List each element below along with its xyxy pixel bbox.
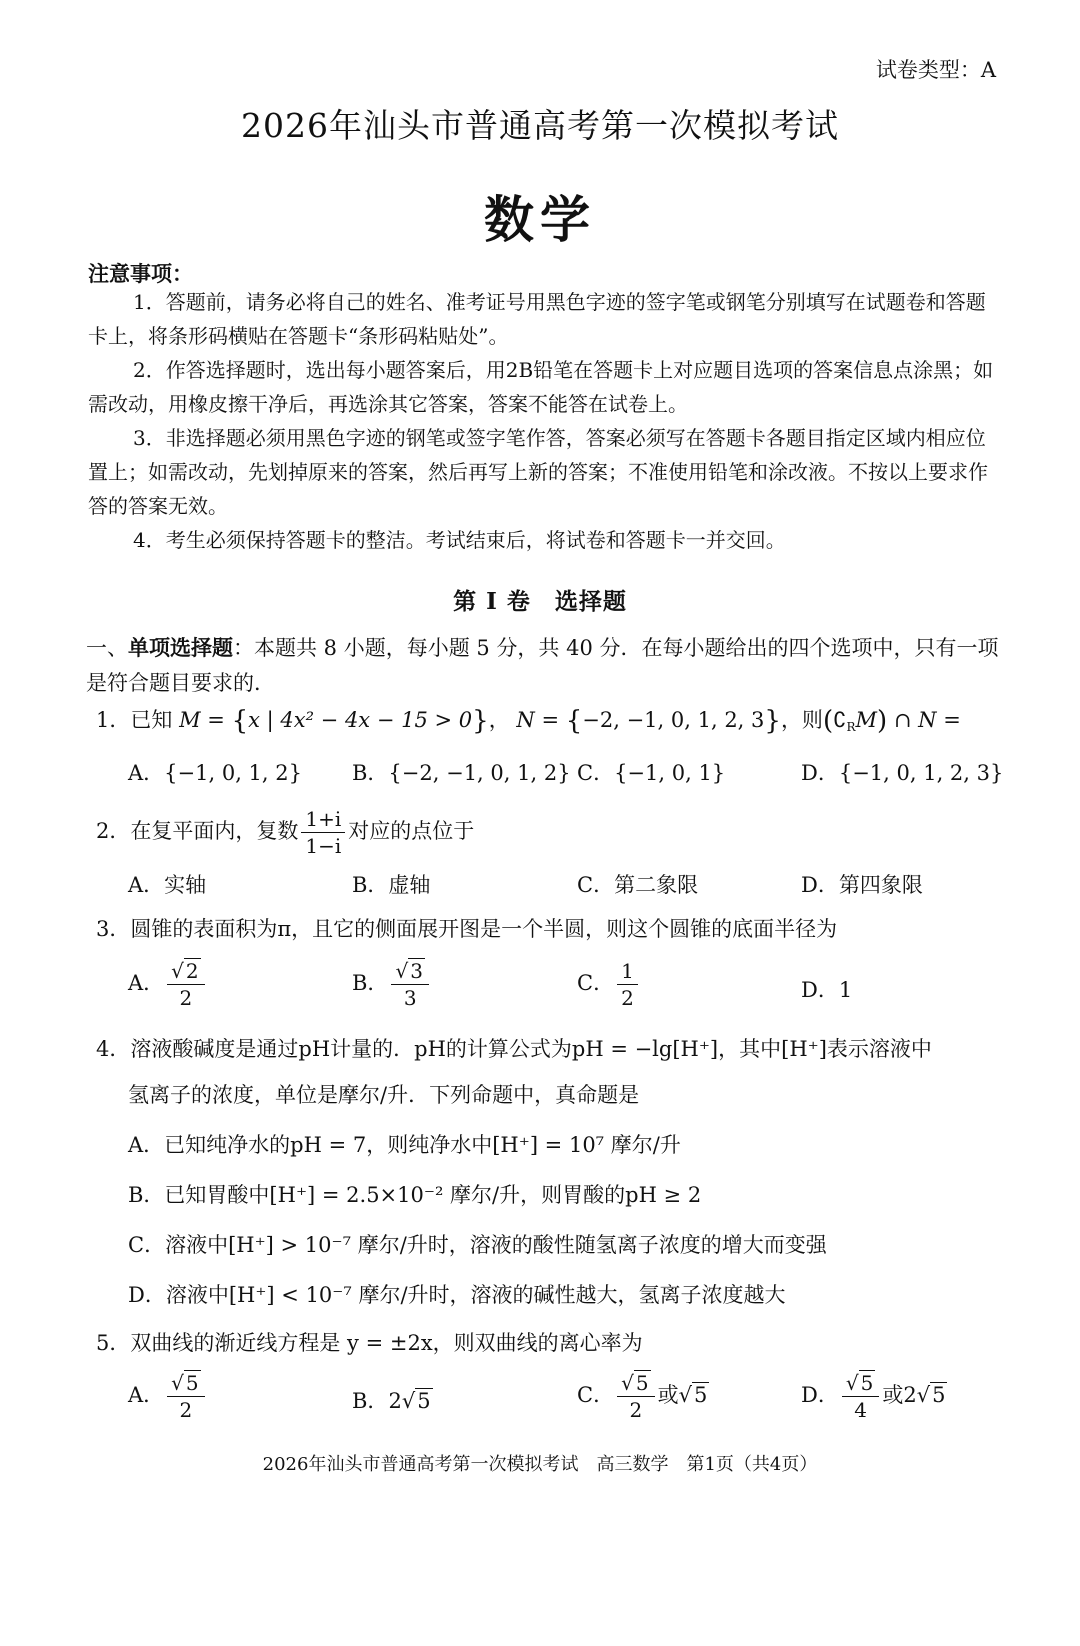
q5-option-d-radicand-2: 5 bbox=[932, 1383, 946, 1407]
q4-option-b: B．已知胃酸中[H⁺] = 2.5×10⁻² 摩尔/升，则胃酸的pH ≥ 2 bbox=[128, 1183, 702, 1207]
q3-option-c-fraction bbox=[617, 960, 638, 1009]
part-one-heading: 单项选择题 bbox=[128, 635, 233, 660]
q5-option-b: B．2√5 bbox=[352, 1389, 431, 1413]
q2-fraction-numerator: 1+i bbox=[301, 808, 345, 833]
q2-lead: 在复平面内，复数 bbox=[130, 819, 299, 843]
q3-option-a-denominator: 2 bbox=[179, 986, 193, 1010]
q2-option-b: B．虚轴 bbox=[352, 873, 431, 897]
q1-option-c: C．{−1, 0, 1} bbox=[577, 761, 726, 785]
q1-universe-r: R bbox=[846, 720, 856, 734]
q1-expr-tail: ∩ N = bbox=[893, 708, 961, 732]
q1-lead: 已知 bbox=[130, 708, 173, 732]
q3-number: 3． bbox=[96, 917, 131, 941]
q5-option-a bbox=[128, 1372, 208, 1421]
section-title: 第 I 卷 选择题 bbox=[453, 588, 627, 615]
q3-option-b-fraction: $\frac{√ 3}{3}$ bbox=[391, 960, 428, 1009]
q5-text: 双曲线的渐近线方程是 y = ±2x，则双曲线的离心率为 bbox=[130, 1331, 643, 1355]
exam-title: 2026年汕头市普通高考第一次模拟考试 bbox=[241, 106, 839, 145]
q4-option-d: D．溶液中[H⁺] < 10⁻⁷ 摩尔/升时，溶液的碱性越大，氢离子浓度越大 bbox=[128, 1283, 786, 1307]
q1-complement: ∁ bbox=[833, 708, 847, 732]
question-2 bbox=[96, 808, 474, 857]
q5-option-b-label: B． bbox=[352, 1389, 389, 1413]
question-4-line-2: 氢离子的浓度，单位是摩尔/升．下列命题中，真命题是 bbox=[128, 1083, 640, 1107]
q4-option-a: A．已知纯净水的pH = 7，则纯净水中[H⁺] = 10⁷ 摩尔/升 bbox=[128, 1133, 681, 1157]
q3-option-c-denominator: 2 bbox=[621, 986, 634, 1010]
part-one-instructions bbox=[86, 630, 1000, 701]
q1-number: 1． bbox=[96, 708, 131, 732]
q4-number: 4． bbox=[96, 1037, 131, 1061]
q1-option-b: B．{−2, −1, 0, 1, 2} bbox=[352, 761, 571, 785]
q2-number: 2． bbox=[96, 819, 131, 843]
q3-option-a bbox=[128, 960, 208, 1009]
q5-option-a-denominator: 2 bbox=[179, 1398, 193, 1422]
q5-option-d-denominator: 4 bbox=[854, 1398, 867, 1422]
q5-option-d-or: 或 bbox=[882, 1383, 904, 1407]
subject-title: 数学 bbox=[484, 190, 596, 249]
q4-line-1: 溶液酸碱度是通过pH计量的．pH的计算公式为pH = −lg[H⁺]，其中[H⁺]表示溶液中 bbox=[130, 1037, 932, 1061]
q2-fraction bbox=[301, 808, 345, 857]
q5-option-d: D． $\frac{√ 5}{4}$ 或2√5 bbox=[801, 1371, 946, 1422]
q1-set-n-def: −2, −1, 0, 1, 2, 3 bbox=[582, 708, 765, 732]
q5-option-c-radicand: 5 bbox=[635, 1371, 649, 1395]
q3-option-c-label: C． bbox=[577, 971, 615, 995]
q3-option-a-radicand: 2 bbox=[185, 959, 199, 983]
q5-option-a-label: A． bbox=[128, 1383, 165, 1407]
q3-text: 圆锥的表面积为π，且它的侧面展开图是一个半圆，则这个圆锥的底面半径为 bbox=[130, 917, 838, 941]
question-3 bbox=[96, 914, 837, 944]
q1-option-a: A．{−1, 0, 1, 2} bbox=[128, 761, 302, 785]
q1-equals-2: = bbox=[541, 708, 560, 732]
q2-option-c: C．第二象限 bbox=[577, 873, 699, 897]
q1-option-d: D．{−1, 0, 1, 2, 3} bbox=[801, 761, 1004, 785]
q2-fraction-denominator: 1−i bbox=[305, 834, 342, 858]
part-one-prefix: 一、 bbox=[86, 636, 128, 660]
q3-option-b-label: B． bbox=[352, 971, 389, 995]
q1-set-m: M bbox=[179, 708, 201, 732]
q5-option-a-radicand: 5 bbox=[185, 1371, 199, 1395]
q5-option-d-label: D． bbox=[801, 1383, 839, 1407]
q2-option-d: D．第四象限 bbox=[801, 873, 923, 897]
q3-option-c bbox=[577, 960, 641, 1009]
q1-equals: = bbox=[207, 708, 225, 732]
paper-type-label: 试卷类型：A bbox=[875, 58, 996, 82]
q5-option-a-fraction: $\frac{√ 5}{2}$ bbox=[167, 1372, 204, 1421]
q5-option-d-radicand: 5 bbox=[860, 1371, 874, 1395]
q1-set-m-def: x | 4x² − 4x − 15 > 0 bbox=[248, 708, 473, 732]
q5-option-d-fraction: $\frac{√ 5}{4}$ bbox=[842, 1372, 879, 1421]
question-4-line-1 bbox=[96, 1034, 932, 1064]
q5-option-c-or: 或 bbox=[657, 1383, 679, 1407]
q1-comma: ， bbox=[488, 708, 510, 732]
question-1: 1．已知 M = {x | 4x² − 4x − 15 > 0}， N = {−2, −1, 0, 1, 2, 3}，则$(∁_RM)$ ∩ N = bbox=[96, 706, 961, 736]
page-footer: 2026年汕头市普通高考第一次模拟考试 高三数学 第1页（共4页） bbox=[262, 1454, 818, 1475]
q3-option-a-label: A． bbox=[128, 971, 165, 995]
q5-option-c-label: C． bbox=[577, 1383, 615, 1407]
part-one-text: ：本题共 8 小题，每小题 5 分，共 40 分．在每小题给出的四个选项中，只有一项是符合题目要求的． bbox=[86, 636, 999, 695]
q1-then: ，则 bbox=[780, 708, 823, 732]
note-item-1: 1．答题前，请务必将自己的姓名、准考证号用黑色字迹的签字笔或钢笔分别填写在试题卷和答题卡上，将条形码横贴在答题卡“条形码粘贴处”。 bbox=[88, 290, 986, 348]
q2-option-a: A．实轴 bbox=[128, 873, 207, 897]
q3-option-c-numerator: 1 bbox=[617, 960, 638, 985]
q4-option-c: C．溶液中[H⁺] > 10⁻⁷ 摩尔/升时，溶液的酸性随氢离子浓度的增大而变强 bbox=[128, 1233, 827, 1257]
q5-option-c: C． $\frac{√ 5}{2}$ 或√5 bbox=[577, 1371, 708, 1422]
notes-heading: 注意事项： bbox=[88, 261, 193, 286]
q1-set-m-2: M bbox=[855, 708, 878, 732]
question-5 bbox=[96, 1328, 643, 1358]
q5-option-c-fraction: $\frac{√ 5}{2}$ bbox=[617, 1372, 654, 1421]
q3-option-d: D．1 bbox=[801, 978, 853, 1002]
q3-option-b-radicand: 3 bbox=[410, 959, 423, 983]
q5-option-b-radicand: 5 bbox=[417, 1389, 431, 1413]
q2-tail: 对应的点位于 bbox=[348, 819, 475, 843]
q5-option-c-denominator: 2 bbox=[629, 1398, 643, 1422]
q5-option-c-radicand-2: 5 bbox=[693, 1383, 708, 1407]
note-item-3: 3．非选择题必须用黑色字迹的钢笔或签字笔作答，答案必须写在答题卡各题目指定区域内相应位置上；如需改动，先划掉原来的答案，然后再写上新的答案；不准使用铅笔和涂改液。不按以上要求作答的答案无效。 bbox=[88, 426, 988, 518]
q5-number: 5． bbox=[96, 1331, 131, 1355]
q3-option-b-denominator: 3 bbox=[403, 986, 417, 1010]
q3-option-b bbox=[352, 960, 432, 1009]
q3-option-a-fraction: $\frac{√ 2}{2}$ bbox=[167, 960, 204, 1009]
note-item-2: 2．作答选择题时，选出每小题答案后，用2B铅笔在答题卡上对应题目选项的答案信息点涂黑；如需改动，用橡皮擦干净后，再选涂其它答案，答案不能答在试卷上。 bbox=[88, 358, 994, 416]
q5-option-b-coef: 2 bbox=[388, 1389, 402, 1413]
note-item-4: 4．考生必须保持答题卡的整洁。考试结束后，将试卷和答题卡一并交回。 bbox=[133, 528, 786, 552]
q5-option-d-coef: 2 bbox=[903, 1383, 917, 1407]
q1-set-n: N bbox=[516, 708, 535, 732]
